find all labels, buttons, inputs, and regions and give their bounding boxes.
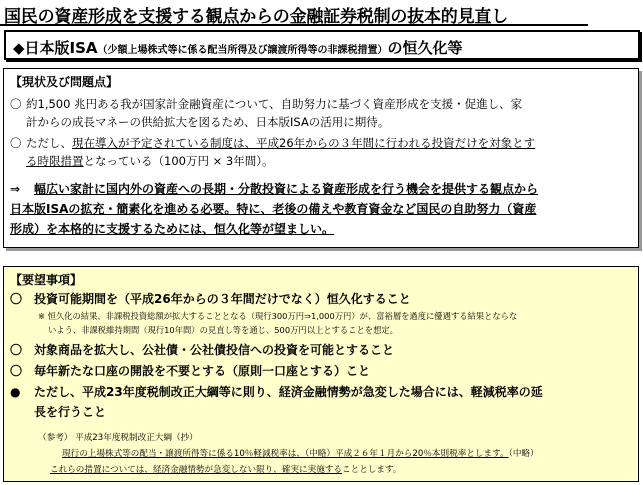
status-item-1-line-2: 計からの成長マネーの供給拡大を図るため、日本版ISAの活用に期待。 [26,115,390,129]
page-title: 国民の資産形成を支援する観点からの金融証券税制の抜本的見直し [4,7,508,27]
heading-main-start: 日本版ISA [24,39,98,57]
status-label: 【現状及び問題点】 [10,75,119,89]
reference-line-1: 現行の上場株式等の配当・譲渡所得等に係る10％軽減税率は、（中略）平成２６年１月から20％本則税率とします。（中略） [62,449,539,459]
request-note-1-line-2: いよう、非課税維持期間（現行10年間）の見直し等を通じ、500万円以上とすることを想定。 [48,325,398,335]
request-item-2: 〇 対象商品を拡大し、公社債・公社債投信への投資を可能とすること [10,343,395,357]
section-heading-box [4,30,640,60]
circle-bullet-icon: 〇 [10,292,23,306]
status-conclusion-line-1: ⇒ 幅広い家計に国内外の資産への長期・分散投資による資産形成を行う機会を提供する観点から [10,182,539,196]
heading-subtitle: （少額上場株式等に係る配当所得及び譲渡所得等の非課税措置） [97,45,388,56]
circle-bullet-icon: 〇 [10,136,22,150]
request-item-3: 〇 毎年新たな口座の開設を不要とする（原則一口座とする）こと [10,364,371,378]
diamond-bullet-icon: ◆ [13,39,25,57]
title-underline [0,24,588,26]
status-box [3,68,639,248]
status-conclusion-line-3: 形成）を本格的に支援するためには、恒久化等が望ましい。 [10,222,335,236]
request-label: 【要望事項】 [10,273,83,287]
request-box [3,266,639,482]
heading-main-end: の恒久化等 [387,39,463,57]
request-note-1-line-1: ※ 恒久化の結果、非課税投資総額が拡大することとなる（現行300万円⇒1,000万円）が、富裕層を過度に優遇する結果とならな [38,311,518,321]
request-item-1: 〇 投資可能期間を（平成26年からの３年間だけでなく）恒久化すること [10,292,411,306]
circle-bullet-icon: 〇 [10,97,22,111]
arrow-icon: ⇒ [10,182,21,196]
request-item-4-line-1: ● ただし、平成23年度税制改正大綱等に則り、経済金融情勢が急変した場合には、軽減税率の延 [10,385,543,399]
section-heading [13,37,463,58]
status-item-2-line-1: 〇 ただし、現在導入が予定されている制度は、平成26年からの３年間に行われる投資だけを対象とす [10,136,536,150]
request-item-4-line-2: 長を行うこと [34,405,107,419]
status-conclusion-line-2: 日本版ISAの拡充・簡素化を進める必要。特に、老後の備えや教育資金など国民の自助努力（資産 [10,202,537,216]
reference-label: （参考） 平成23年度税制改正大綱（抄） [38,433,198,443]
reference-line-2: これらの措置については、経済金融情勢が急変しない限り、確実に実施することとします。 [50,465,402,475]
circle-bullet-icon: 〇 [10,364,23,378]
filled-circle-bullet-icon: ● [10,385,21,399]
status-item-2-line-2: る時限措置となっている（100万円 × 3年間）。 [26,154,274,168]
circle-bullet-icon: 〇 [10,343,23,357]
status-item-1-line-1: 〇 約1,500 兆円ある我が国家計金融資産について、自助努力に基づく資産形成を支援・促進し、家 [10,97,523,111]
